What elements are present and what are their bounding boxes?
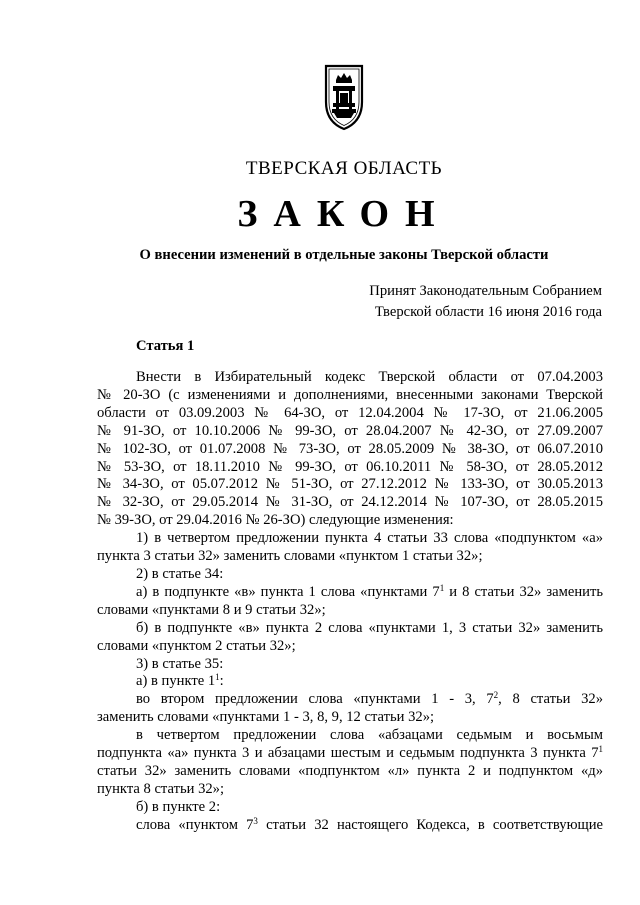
text-line: пункта 8 статьи 32»; [97, 780, 225, 797]
text-line: № 102-ЗО, от 01.07.2008 № 73-ЗО, от 28.05.2009 № 38-ЗО, от 06.07.2010 [97, 440, 603, 457]
text-line: 2) в статье 34: [136, 565, 224, 582]
text-line: 3) в статье 35: [136, 655, 224, 672]
article-body [97, 369, 603, 835]
text-line: № 34-ЗО, от 05.07.2012 № 51-ЗО, от 27.12.2012 № 133-ЗО, от 30.05.2013 [97, 476, 603, 493]
text-line: словами «пунктом 2 статьи 32»; [97, 637, 296, 654]
text-line: № 91-ЗО, от 10.10.2006 № 99-ЗО, от 28.04.2007 № 42-ЗО, от 27.09.2007 [97, 422, 603, 439]
text-line: № 20-ЗО (с изменениями и дополнениями, внесенными законами Тверской [97, 386, 603, 403]
text-line: статьи 32» заменить словами «подпунктом «л» пункта 2 и подпунктом «д» [97, 762, 603, 779]
text-line: словами «пунктами 8 и 9 статьи 32»; [97, 601, 326, 618]
text-line: в четвертом предложении слова «абзацами седьмым и восьмым [136, 727, 603, 744]
adoption-note-line: Тверской области 16 июня 2016 года [374, 304, 602, 320]
text-line: № 53-ЗО, от 18.11.2010 № 99-ЗО, от 06.10.2011 № 58-ЗО, от 28.05.2012 [97, 458, 603, 475]
article-heading: Статья 1 [136, 338, 195, 354]
text-line: а) в пункте $1^1$: [136, 672, 224, 690]
document-type-heading: ЗАКОН [237, 193, 451, 235]
text-line: области от 03.09.2003 № 64-ЗО, от 12.04.2004 № 17-ЗО, от 21.06.2005 [97, 404, 603, 421]
text-line: 1) в четвертом предложении пункта 4 статьи 33 слова «подпунктом «а» [136, 530, 603, 547]
text-line: № 39-ЗО, от 29.04.2016 № 26-ЗО) следующие изменения: [97, 512, 454, 529]
text-line: подпункта «а» пункта 3 и абзацами шестым и седьмым подпункта 3 пункта $7^1$ [97, 744, 603, 762]
text-line: заменить словами «пунктами 1 - 3, 8, 9, 12 статьи 32»; [97, 709, 435, 726]
tver-coat-of-arms-emblem [318, 62, 370, 132]
text-line: № 32-ЗО, от 29.05.2014 № 31-ЗО, от 24.12.2014 № 107-ЗО, от 28.05.2015 [97, 494, 603, 511]
adoption-note [302, 281, 602, 323]
text-line: б) в пункте 2: [136, 798, 221, 815]
text-line: Внести в Избирательный кодекс Тверской области от 07.04.2003 [136, 369, 603, 385]
law-title: О внесении изменений в отдельные законы Тверской области [139, 247, 549, 263]
text-line: во втором предложении слова «пунктами 1 - 3, $7^2$, 8 статьи 32» [136, 690, 603, 708]
region-heading: ТВЕРСКАЯ ОБЛАСТЬ [245, 158, 443, 179]
text-line: пункта 3 статьи 32» заменить словами «пунктом 1 статьи 32»; [97, 548, 483, 565]
text-line: а) в подпункте «в» пункта 1 слова «пунктами $7^1$ и 8 статьи 32» заменить [136, 582, 603, 600]
adoption-note-line: Принят Законодательным Собранием [369, 283, 602, 299]
text-line: б) в подпункте «в» пункта 2 слова «пунктами 1, 3 статьи 32» заменить [136, 619, 603, 636]
text-line: слова «пунктом $7^3$ статьи 32 настоящего Кодекса, в соответствующие [136, 815, 603, 833]
